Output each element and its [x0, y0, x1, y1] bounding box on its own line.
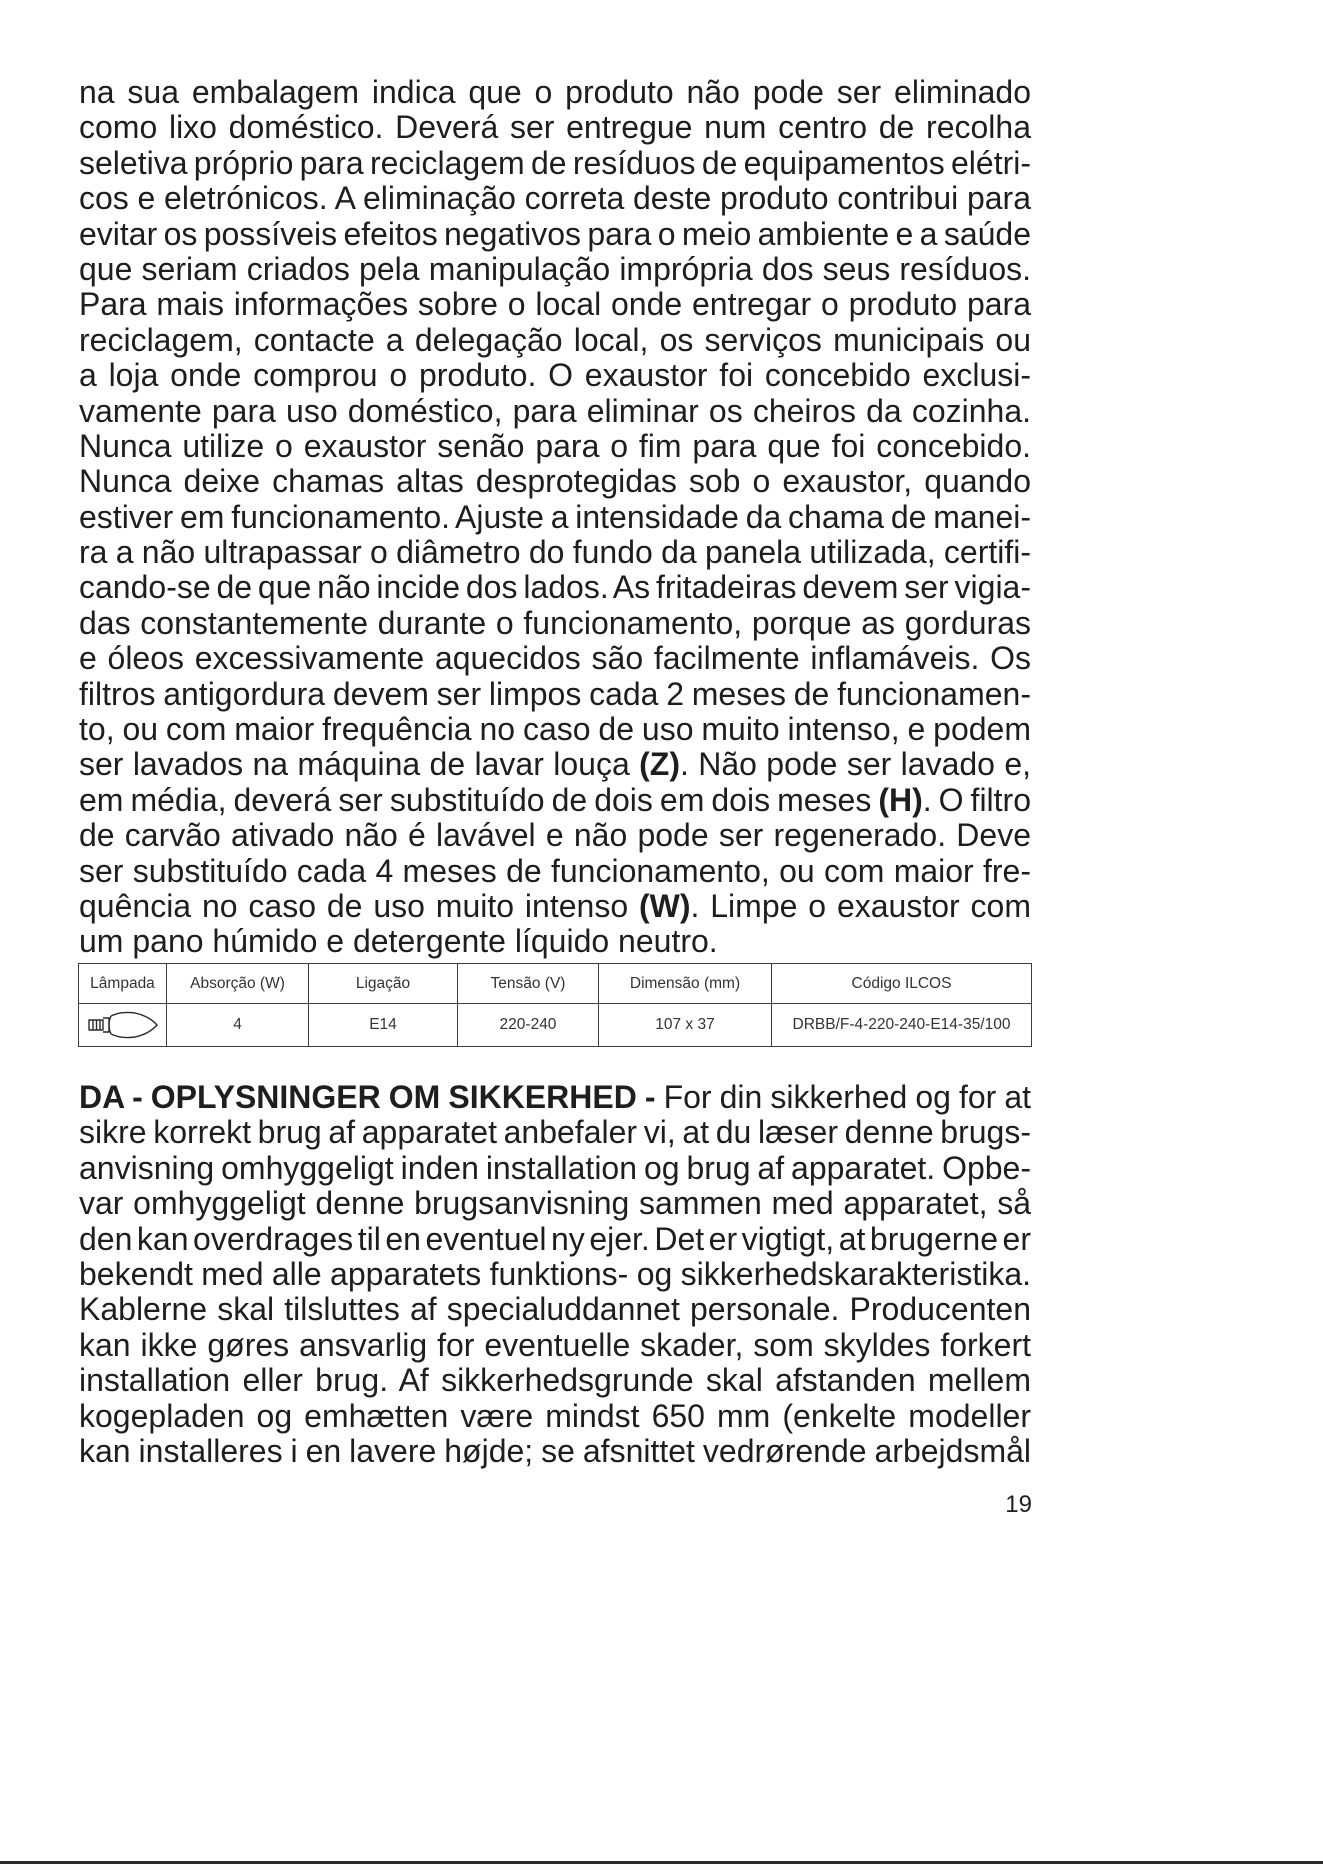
text-line: estiver em funcionamento. Ajuste a intensidade da chama de manei-	[79, 498, 1031, 535]
cell-ilcos-code: DRBB/F-4-220-240-E14-35/100	[772, 1004, 1032, 1047]
text-line	[79, 1080, 1031, 1115]
text-line: que seriam criados pela manipulação imprópria dos seus resíduos.	[79, 250, 1031, 287]
text-line: vamente para uso doméstico, para eliminar os cheiros da cozinha.	[79, 392, 1031, 429]
text-segment: em média, deverá ser substituído de dois em dois meses	[79, 781, 879, 818]
lamp-spec-table	[78, 963, 1032, 1047]
column-header-absorption: Absorção (W)	[167, 964, 309, 1004]
text-line: filtros antigordura devem ser limpos cada 2 meses de funcionamen-	[79, 675, 1031, 712]
text-segment: For din sikkerhed og for at	[663, 1079, 1032, 1115]
cell-connection: E14	[309, 1004, 458, 1047]
text-line: um pano húmido e detergente líquido neutro.	[79, 923, 718, 960]
text-segment: . Não pode ser lavado e,	[679, 746, 1032, 783]
text-segment: quência no caso de uso muito intenso	[79, 887, 639, 924]
cell-absorption: 4	[167, 1004, 309, 1047]
text-line: var omhyggeligt denne brugsanvisning sammen med apparatet, så	[79, 1185, 1031, 1222]
text-line: Para mais informações sobre o local onde entregar o produto para	[79, 286, 1031, 323]
text-line: das constantemente durante o funcionamento, porque as gorduras	[79, 604, 1031, 641]
cell-dimension: 107 x 37	[599, 1004, 772, 1047]
text-line: seletiva próprio para reciclagem de resíduos de equipamentos elétri-	[79, 144, 1031, 181]
text-line: reciclagem, contacte a delegação local, os serviços municipais ou	[79, 321, 1031, 358]
text-line: Nunca deixe chamas altas desprotegidas sob o exaustor, quando	[79, 463, 1031, 500]
lamp-bulb-icon	[87, 1010, 159, 1040]
cell-lamp	[79, 1004, 167, 1047]
text-line: to, ou com maior frequência no caso de uso muito intenso, e podem	[79, 711, 1031, 748]
text-line: ser substituído cada 4 meses de funcionamento, ou com maior fre-	[79, 852, 1031, 889]
text-line: evitar os possíveis efeitos negativos para o meio ambiente e a saúde	[79, 215, 1031, 252]
text-segment: . O filtro	[922, 781, 1032, 818]
table-row	[79, 1004, 1032, 1047]
column-header-connection: Ligação	[309, 964, 458, 1004]
text-line: ra a não ultrapassar o diâmetro do fundo da panela utilizada, certifi-	[79, 534, 1031, 571]
text-line: anvisning omhyggeligt inden installation og brug af apparatet. Opbe-	[79, 1149, 1031, 1186]
text-line: como lixo doméstico. Deverá ser entregue num centro de recolha	[79, 109, 1031, 146]
text-line: den kan overdrages til en eventuel ny ejer. Det er vigtigt, at brugerne er	[79, 1220, 1031, 1257]
page-number: 19	[1005, 1491, 1032, 1518]
column-header-dimension: Dimensão (mm)	[599, 964, 772, 1004]
text-line: kan installeres i en lavere højde; se afsnittet vedrørende arbejdsmål	[79, 1432, 1031, 1469]
text-line: e óleos excessivamente aquecidos são facilmente inflamáveis. Os	[79, 640, 1031, 677]
text-line: kogepladen og emhætten være mindst 650 mm (enkelte modeller	[79, 1397, 1031, 1434]
column-header-ilcos-code: Código ILCOS	[772, 964, 1032, 1004]
text-line: cando-se de que não incide dos lados. As fritadeiras devem ser vigia-	[79, 569, 1031, 606]
text-line: na sua embalagem indica que o produto não pode ser eliminado	[79, 74, 1031, 110]
text-line: bekendt med alle apparatets funktions- og sikkerhedskarakteristika.	[79, 1255, 1031, 1292]
column-header-lamp: Lâmpada	[79, 964, 167, 1004]
text-line: cos e eletrónicos. A eliminação correta deste produto contribui para	[79, 180, 1031, 217]
figure-reference-w: (W)	[638, 887, 691, 924]
danish-paragraph	[79, 1080, 1031, 1469]
text-line: kan ikke gøres ansvarlig for eventuelle skader, som skyldes forkert	[79, 1326, 1031, 1363]
text-line: sikre korrekt brug af apparatet anbefaler vi, at du læser denne brugs-	[79, 1114, 1031, 1151]
text-line: de carvão ativado não é lavável e não pode ser regenerado. Deve	[79, 817, 1031, 854]
text-line	[79, 783, 1031, 818]
text-segment: ser lavados na máquina de lavar louça	[79, 746, 640, 783]
text-line: installation eller brug. Af sikkerhedsgrunde skal afstanden mellem	[79, 1362, 1031, 1399]
figure-reference-z: (Z)	[639, 746, 680, 783]
text-line: Nunca utilize o exaustor senão para o fim para que foi concebido.	[79, 427, 1031, 464]
text-line: Kablerne skal tilsluttes af specialuddannet personale. Producenten	[79, 1291, 1031, 1328]
text-line: a loja onde comprou o produto. O exaustor foi concebido exclusi-	[79, 357, 1031, 394]
text-segment: . Limpe o exaustor com	[690, 887, 1032, 924]
cell-voltage: 220-240	[458, 1004, 599, 1047]
figure-reference-h: (H)	[878, 781, 923, 818]
table-header-row	[79, 964, 1032, 1004]
portuguese-paragraph	[79, 75, 1031, 960]
bottom-rule	[0, 1861, 1323, 1864]
column-header-voltage: Tensão (V)	[458, 964, 599, 1004]
section-heading: DA - OPLYSNINGER OM SIKKERHED -	[79, 1079, 656, 1115]
text-line	[79, 747, 1031, 782]
text-line	[79, 889, 1031, 924]
